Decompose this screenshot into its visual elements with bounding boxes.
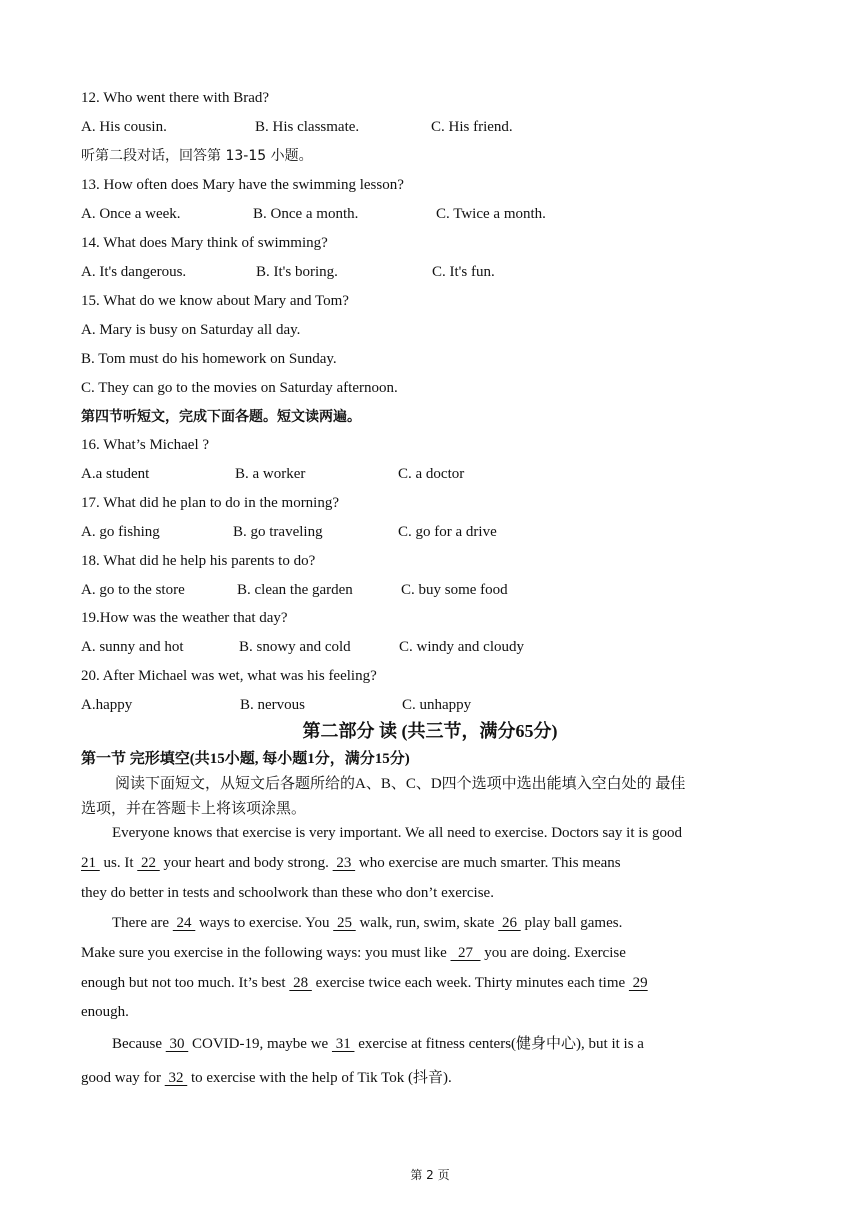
blank-31: 31 <box>331 1036 355 1052</box>
cloze-text: COVID-19, maybe we <box>188 1036 332 1052</box>
cloze-p1-line3: they do better in tests and schoolwork than these who don’t exercise. <box>81 885 494 901</box>
q18-option-a: A. go to the store <box>81 582 185 598</box>
q17-option-a: A. go fishing <box>81 524 160 540</box>
cloze-text: enough but not too much. It’s best <box>81 975 290 991</box>
q17-option-c: C. go for a drive <box>398 524 497 540</box>
cloze-p3-line2 <box>81 1068 778 1088</box>
blank-27: 27 <box>450 945 481 961</box>
cloze-p2-line2 <box>81 943 778 963</box>
cloze-text: exercise twice each week. Thirty minutes each time <box>311 975 629 991</box>
q12-option-c: C. His friend. <box>431 119 513 135</box>
q15-option-a: A. Mary is busy on Saturday all day. <box>81 322 301 338</box>
cloze-text: you are doing. Exercise <box>480 945 626 961</box>
blank-29: 29 <box>628 975 648 991</box>
q14-option-b: B. It's boring. <box>256 264 338 280</box>
cloze-text: good way for <box>81 1070 165 1086</box>
q14-option-c: C. It's fun. <box>432 264 495 280</box>
cloze-p2-line1 <box>112 913 778 933</box>
blank-22: 22 <box>137 855 160 871</box>
question-14: 14. What does Mary think of swimming? <box>81 235 328 251</box>
cloze-text: to exercise with the help of Tik Tok (抖音). <box>187 1070 452 1086</box>
cloze-p3-line1 <box>112 1034 778 1054</box>
cloze-instruction-line2: 选项，并在答题卡上将该项涂黑。 <box>81 801 307 817</box>
q20-option-c: C. unhappy <box>402 697 472 713</box>
q17-option-b: B. go traveling <box>233 524 323 540</box>
q12-option-b: B. His classmate. <box>255 119 360 135</box>
blank-32: 32 <box>164 1070 188 1086</box>
cloze-text: us. It <box>99 855 138 871</box>
cloze-text: There are <box>112 915 173 931</box>
question-20: 20. After Michael was wet, what was his feeling? <box>81 668 377 684</box>
question-12: 12. Who went there with Brad? <box>81 90 270 106</box>
q12-option-a: A. His cousin. <box>81 119 167 135</box>
blank-28: 28 <box>289 975 312 991</box>
question-15: 15. What do we know about Mary and Tom? <box>81 293 349 309</box>
q16-option-a: A.a student <box>81 466 150 482</box>
q20-option-a: A.happy <box>81 697 133 713</box>
part2-title: 第二部分 读 (共三节，满分65分) <box>302 721 558 741</box>
blank-23: 23 <box>332 855 356 871</box>
cloze-text: who exercise are much smarter. This means <box>355 855 621 871</box>
cloze-p1-line1: Everyone knows that exercise is very important. We all need to exercise. Doctors say it is good <box>112 825 683 841</box>
cloze-text: your heart and body strong. <box>159 855 333 871</box>
q18-option-c: C. buy some food <box>401 582 508 598</box>
q19-option-a: A. sunny and hot <box>81 639 184 655</box>
q20-option-b: B. nervous <box>240 697 305 713</box>
q13-option-a: A. Once a week. <box>81 206 181 222</box>
q14-option-a: A. It's dangerous. <box>81 264 187 280</box>
question-16: 16. What’s Michael ? <box>81 437 210 453</box>
question-13: 13. How often does Mary have the swimming lesson? <box>81 177 404 193</box>
cloze-p1-line2 <box>81 853 778 873</box>
cloze-instruction-line1: 阅读下面短文，从短文后各题所给的A、B、C、D四个选项中选出能填入空白处的 最佳 <box>115 776 686 792</box>
blank-21: 21 <box>81 855 100 871</box>
section-note-2: 听第二段对话，回答第 13-15 小题。 <box>81 148 313 164</box>
blank-30: 30 <box>165 1036 189 1052</box>
cloze-p2-line4: enough. <box>81 1004 129 1020</box>
q16-option-b: B. a worker <box>235 466 306 482</box>
section4-heading: 第四节听短文，完成下面各题。短文读两遍。 <box>81 409 361 425</box>
blank-25: 25 <box>333 915 356 931</box>
blank-26: 26 <box>498 915 521 931</box>
q16-option-c: C. a doctor <box>398 466 465 482</box>
cloze-text: play ball games. <box>520 915 623 931</box>
q15-option-b: B. Tom must do his homework on Sunday. <box>81 351 337 367</box>
cloze-heading: 第一节 完形填空(共15小题, 每小题1分，满分15分) <box>81 751 410 767</box>
cloze-p2-line3 <box>81 973 778 993</box>
q13-option-b: B. Once a month. <box>253 206 359 222</box>
question-18: 18. What did he help his parents to do? <box>81 553 316 569</box>
question-19: 19.How was the weather that day? <box>81 610 288 626</box>
page-number: 第 2 页 <box>410 1168 450 1182</box>
q15-option-c: C. They can go to the movies on Saturday afternoon. <box>81 380 398 396</box>
cloze-text: walk, run, swim, skate <box>355 915 499 931</box>
cloze-text: Because <box>112 1036 166 1052</box>
q18-option-b: B. clean the garden <box>237 582 353 598</box>
question-17: 17. What did he plan to do in the morning? <box>81 495 340 511</box>
q19-option-b: B. snowy and cold <box>239 639 351 655</box>
q19-option-c: C. windy and cloudy <box>399 639 524 655</box>
blank-24: 24 <box>172 915 196 931</box>
cloze-text: Make sure you exercise in the following ways: you must like <box>81 945 451 961</box>
q13-option-c: C. Twice a month. <box>436 206 546 222</box>
cloze-text: ways to exercise. You <box>195 915 334 931</box>
cloze-text: exercise at fitness centers(健身中心), but it is a <box>354 1036 644 1052</box>
